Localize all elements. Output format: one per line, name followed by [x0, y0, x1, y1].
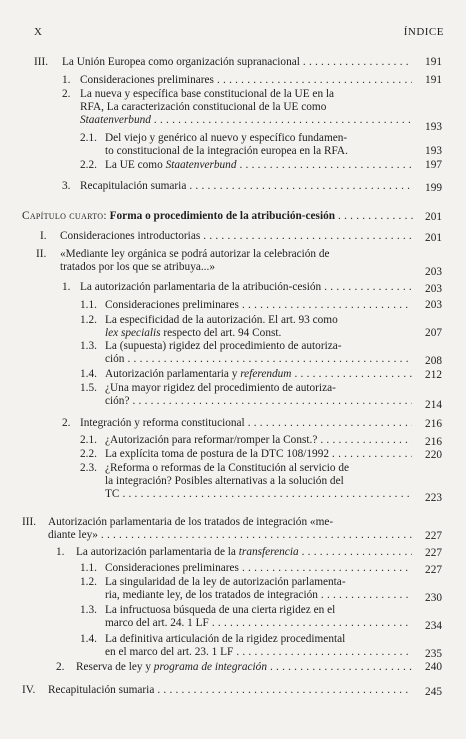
entry-title-line: La infructuosa búsqueda de una cierta rigidez en el: [105, 604, 336, 616]
entry-title-line: tratados por los que se atribuya...»: [60, 261, 215, 273]
entry-page: 201: [425, 211, 442, 223]
entry-page: 216: [425, 418, 442, 430]
entry-title: La autorización parlamentaria de la atribución-cesión . . .: [80, 281, 412, 294]
entry-title: Consideraciones introductorias . . .: [60, 230, 412, 243]
entry-page: 193: [425, 145, 442, 157]
entry-title-line: La singularidad de la ley de autorización parlamenta-: [105, 576, 346, 588]
entry-page: 201: [425, 232, 442, 244]
entry-title-line: ¿Reforma o reformas de la Constitución al servicio de: [105, 462, 350, 474]
entry-page: 234: [425, 620, 442, 632]
entry-number: 2.1.: [80, 132, 97, 144]
entry-number: 2.1.: [80, 434, 97, 446]
entry-number: 1.2.: [80, 576, 97, 588]
entry-page: 203: [425, 299, 442, 311]
entry-title-line: respecto del art. 94 Const.: [163, 327, 282, 339]
entry-number: 1.2.: [80, 314, 97, 326]
entry-page: 191: [425, 74, 442, 86]
entry-title: Consideraciones preliminares . . .: [80, 74, 412, 87]
entry-title-line: ria, mediante ley, de los tratados de integración . . .: [105, 589, 412, 602]
entry-title-line: La nueva y específica base constitucional de la UE en la: [80, 88, 335, 100]
entry-number: 2.: [62, 417, 71, 429]
entry-number: 2.: [62, 88, 71, 100]
entry-title-line: ción . . .: [105, 353, 412, 366]
entry-number: 1.1.: [80, 562, 97, 574]
entry-title: La UE como: [105, 159, 163, 171]
entry-title-line: ción? . . .: [105, 395, 412, 408]
entry-page: 208: [425, 355, 442, 367]
entry-page: 216: [425, 436, 442, 448]
entry-number: III.: [34, 56, 49, 68]
entry-title-line: La (supuesta) rigidez del procedimiento de autoriza-: [105, 340, 342, 352]
entry-title: Consideraciones preliminares . . .: [105, 299, 412, 312]
entry-number: 1.4.: [80, 633, 97, 645]
entry-number: II.: [36, 248, 47, 260]
entry-title: ¿Autorización para reformar/romper la Const.? . . .: [105, 434, 412, 447]
entry-title: Recapitulación sumaria . . .: [48, 684, 412, 697]
entry-number: 1.3.: [80, 340, 97, 352]
entry-title-italic: referendum: [240, 368, 292, 380]
entry-title-line: diante ley» . . .: [48, 529, 412, 542]
entry-title-line: ¿Una mayor rigidez del procedimiento de autoriza-: [105, 382, 336, 394]
entry-title-line: RFA, La caracterización constitucional de la UE como: [80, 101, 327, 113]
entry-page: 227: [425, 530, 442, 542]
entry-page: 223: [425, 492, 442, 504]
chapter-label: Capítulo cuarto:: [22, 210, 107, 222]
entry-title-line: en el marco del art. 23. 1 LF . . .: [105, 646, 412, 659]
entry-number: IV.: [22, 684, 36, 696]
entry-page: 203: [425, 266, 442, 278]
entry-page: 220: [425, 449, 442, 461]
entry-number: 1.: [56, 546, 65, 558]
entry-title: Integración y reforma constitucional . . .: [80, 417, 412, 430]
entry-number: 2.2.: [80, 159, 97, 171]
entry-title-line: to constitucional de la integración europea en la RFA.: [105, 145, 348, 157]
entry-page: 214: [425, 399, 442, 411]
entry-title: Reserva de ley y: [76, 661, 151, 673]
entry-title-line: «Mediante ley orgánica se podrá autorizar la celebración de: [60, 248, 330, 260]
entry-number: 1.4.: [80, 368, 97, 380]
entry-title-italic: transferencia: [238, 546, 299, 558]
entry-page: 203: [425, 283, 442, 295]
entry-number: 1.: [62, 281, 71, 293]
chapter-title: Forma o procedimiento de la atribución-cesión: [109, 210, 336, 222]
entry-title: La explícita toma de postura de la DTC 108/1992 . . .: [105, 448, 412, 461]
entry-title-line: La especificidad de la autorización. El art. 93 como: [105, 314, 338, 326]
entry-page: 230: [425, 592, 442, 604]
entry-title: La Unión Europea como organización supranacional . . .: [62, 56, 412, 69]
entry-title: Autorización parlamentaria y: [105, 368, 238, 380]
entry-title-line: la integración? Posibles alternativas a la solución del: [105, 475, 344, 487]
entry-number: 2.2.: [80, 448, 97, 460]
entry-page: 199: [425, 182, 442, 194]
entry-page: 245: [425, 686, 442, 698]
entry-number: 1.1.: [80, 299, 97, 311]
entry-title-line: TC . . .: [105, 488, 412, 501]
entry-page: 227: [425, 564, 442, 576]
entry-title-italic: Staatenverbund: [80, 114, 151, 126]
entry-number: 1.3.: [80, 604, 97, 616]
entry-number: 2.3.: [80, 462, 97, 474]
entry-page: 235: [425, 648, 442, 660]
entry-number: 1.5.: [80, 382, 97, 394]
entry-page: 193: [425, 121, 442, 133]
entry-title-line: Del viejo y genérico al nuevo y específico fundamen-: [105, 132, 348, 144]
entry-title-italic: lex specialis: [105, 327, 161, 339]
entry-page: 197: [425, 159, 442, 171]
entry-title-line: Autorización parlamentaria de los tratados de integración «me-: [48, 516, 334, 528]
section-header: ÍNDICE: [403, 26, 444, 38]
entry-title-line: marco del art. 24. 1 LF . . .: [105, 617, 412, 630]
entry-number: 2.: [56, 661, 65, 673]
page-number-header: X: [34, 26, 43, 38]
entry-number: 3.: [62, 180, 71, 192]
entry-page: 191: [425, 56, 442, 68]
entry-number: I.: [40, 230, 47, 242]
entry-page: 240: [425, 661, 442, 673]
entry-title-line: La definitiva articulación de la rigidez procedimental: [105, 633, 346, 645]
entry-number: 1.: [62, 74, 71, 86]
entry-title: Consideraciones preliminares . . .: [105, 562, 412, 575]
entry-title-italic: Staatenverbund: [165, 159, 237, 171]
entry-page: 212: [425, 369, 442, 381]
entry-title: La autorización parlamentaria de la: [76, 546, 236, 558]
entry-title-italic: programa de integración: [153, 661, 267, 673]
entry-page: 227: [425, 547, 442, 559]
entry-number: III.: [22, 516, 37, 528]
entry-page: 207: [425, 327, 442, 339]
entry-title: Recapitulación sumaria . . .: [80, 180, 412, 193]
